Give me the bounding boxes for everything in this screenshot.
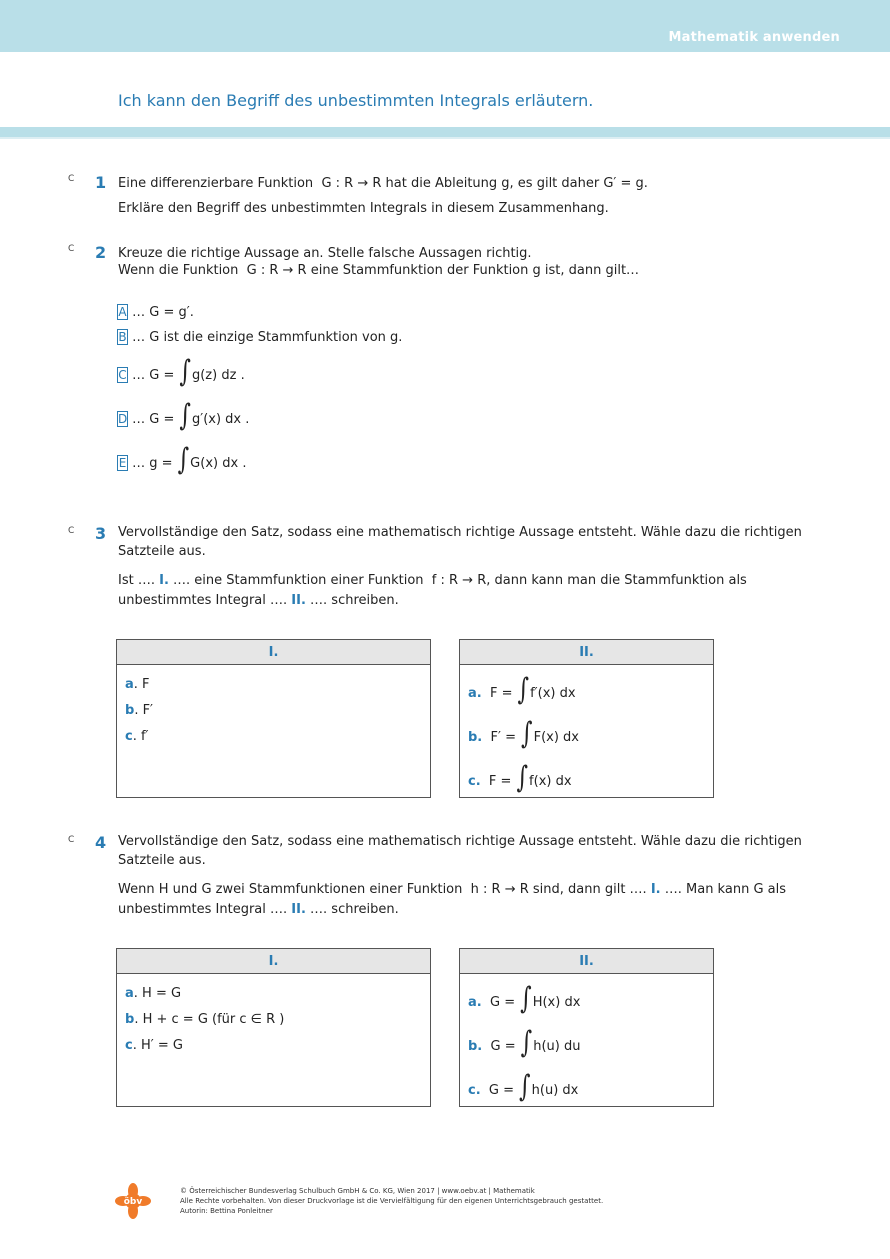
table-row[interactable]: c. f′ — [125, 729, 149, 744]
q3-table-2 — [459, 639, 714, 798]
gap-1: I. — [159, 573, 169, 588]
oebv-logo — [115, 1183, 151, 1219]
q2-option-c[interactable]: C … G = ∫g(z) dz . — [118, 355, 245, 390]
gap-2: II. — [291, 902, 306, 917]
q4-table-1 — [116, 948, 431, 1107]
q2-number: 2 — [95, 243, 107, 262]
q2-level: C — [68, 244, 75, 254]
integral-sign: ∫ — [517, 673, 530, 708]
q4-line1: Vervollständige den Satz, sodass eine mathematisch richtige Aussage entsteht. Wähle dazu die richtigen — [118, 834, 802, 849]
table-row[interactable]: a. F — [125, 677, 150, 692]
table-row[interactable]: a. G = ∫H(x) dx — [468, 982, 581, 1017]
table-row[interactable]: c. G = ∫h(u) dx — [468, 1070, 579, 1105]
footer-author: Autorin: Bettina Ponleitner — [180, 1207, 273, 1215]
integral-sign: ∫ — [177, 443, 190, 478]
q3-line3: Ist …. I. …. eine Stammfunktion einer Funktion f : R → R, dann kann man die Stammfunktion als — [118, 573, 747, 588]
q2-option-e[interactable]: E … g = ∫G(x) dx . — [118, 443, 247, 478]
page-title: Ich kann den Begriff des unbestimmten Integrals erläutern. — [118, 91, 594, 110]
q2-function: G : R → R — [246, 263, 307, 278]
q3-function: f : R → R — [431, 573, 487, 588]
q2-line2: Wenn die Funktion G : R → R eine Stammfunktion der Funktion g ist, dann gilt… — [118, 263, 640, 278]
integral-sign: ∫ — [179, 399, 191, 434]
svg-text:öbv: öbv — [123, 1197, 143, 1207]
q3-line1: Vervollständige den Satz, sodass eine mathematisch richtige Aussage entsteht. Wähle dazu die richtigen — [118, 525, 802, 540]
title-divider — [0, 127, 890, 137]
table-row[interactable]: a. F = ∫f′(x) dx — [468, 673, 576, 708]
integral-sign: ∫ — [179, 355, 191, 390]
q4-line3: Wenn H und G zwei Stammfunktionen einer Funktion h : R → R sind, dann gilt …. I. …. Man kann G als — [118, 882, 786, 897]
q1-level: C — [68, 174, 75, 184]
checkbox-a[interactable]: A — [118, 305, 127, 319]
checkbox-d[interactable]: D — [118, 412, 128, 426]
table-row[interactable]: c. F = ∫f(x) dx — [468, 761, 572, 796]
header-label: Mathematik anwenden — [668, 30, 840, 45]
table-row[interactable]: b. F′ — [125, 703, 154, 718]
q2-option-b[interactable]: B … G ist die einzige Stammfunktion von g. — [118, 330, 403, 345]
q1-function: G : R → R — [321, 176, 382, 191]
q3-table-1 — [116, 639, 431, 798]
q1-number: 1 — [95, 173, 107, 192]
q1-line1: Eine differenzierbare Funktion G : R → R hat die Ableitung g, es gilt daher G′ = g. — [118, 176, 648, 191]
table-header: II. — [460, 640, 713, 665]
table-header: I. — [117, 949, 430, 974]
table-row[interactable]: b. F′ = ∫F(x) dx — [468, 717, 579, 752]
checkbox-e[interactable]: E — [118, 456, 127, 470]
integral-sign: ∫ — [516, 761, 529, 796]
integral-sign: ∫ — [519, 1070, 531, 1105]
q4-line4: unbestimmtes Integral …. II. …. schreiben. — [118, 902, 399, 917]
q3-line2: Satzteile aus. — [118, 544, 206, 559]
integral-sign: ∫ — [520, 1026, 533, 1061]
footer-copyright: © Österreichischer Bundesverlag Schulbuch GmbH & Co. KG, Wien 2017 | www.oebv.at | Mathematik — [180, 1187, 535, 1195]
table-row[interactable]: b. H + c = G (für c ∈ R ) — [125, 1012, 285, 1027]
q2-line1: Kreuze die richtige Aussage an. Stelle falsche Aussagen richtig. — [118, 246, 532, 261]
checkbox-c[interactable]: C — [118, 368, 127, 382]
integral-sign: ∫ — [521, 717, 533, 752]
q4-level: C — [68, 835, 75, 845]
q3-level: C — [68, 526, 75, 536]
q4-number: 4 — [95, 833, 107, 852]
integral-sign: ∫ — [520, 982, 532, 1017]
q3-number: 3 — [95, 524, 107, 543]
gap-2: II. — [291, 593, 306, 608]
table-header: I. — [117, 640, 430, 665]
q3-line4: unbestimmtes Integral …. II. …. schreiben. — [118, 593, 399, 608]
title-divider-shadow — [0, 137, 890, 139]
q4-table-2 — [459, 948, 714, 1107]
footer-rights: Alle Rechte vorbehalten. Von dieser Druckvorlage ist die Vervielfältigung für den eigenen Unterrichtsgebrauch gestattet. — [180, 1197, 604, 1205]
checkbox-b[interactable]: B — [118, 330, 127, 344]
q1-line2: Erkläre den Begriff des unbestimmten Integrals in diesem Zusammenhang. — [118, 201, 609, 216]
q4-line2: Satzteile aus. — [118, 853, 206, 868]
q2-option-d[interactable]: D … G = ∫g′(x) dx . — [118, 399, 250, 434]
table-row[interactable]: b. G = ∫h(u) du — [468, 1026, 581, 1061]
table-row[interactable]: c. H′ = G — [125, 1038, 183, 1053]
q4-function: h : R → R — [470, 882, 529, 897]
gap-1: I. — [650, 882, 661, 897]
table-row[interactable]: a. H = G — [125, 986, 182, 1001]
table-header: II. — [460, 949, 713, 974]
q2-option-a[interactable]: A … G = g′. — [118, 305, 194, 320]
